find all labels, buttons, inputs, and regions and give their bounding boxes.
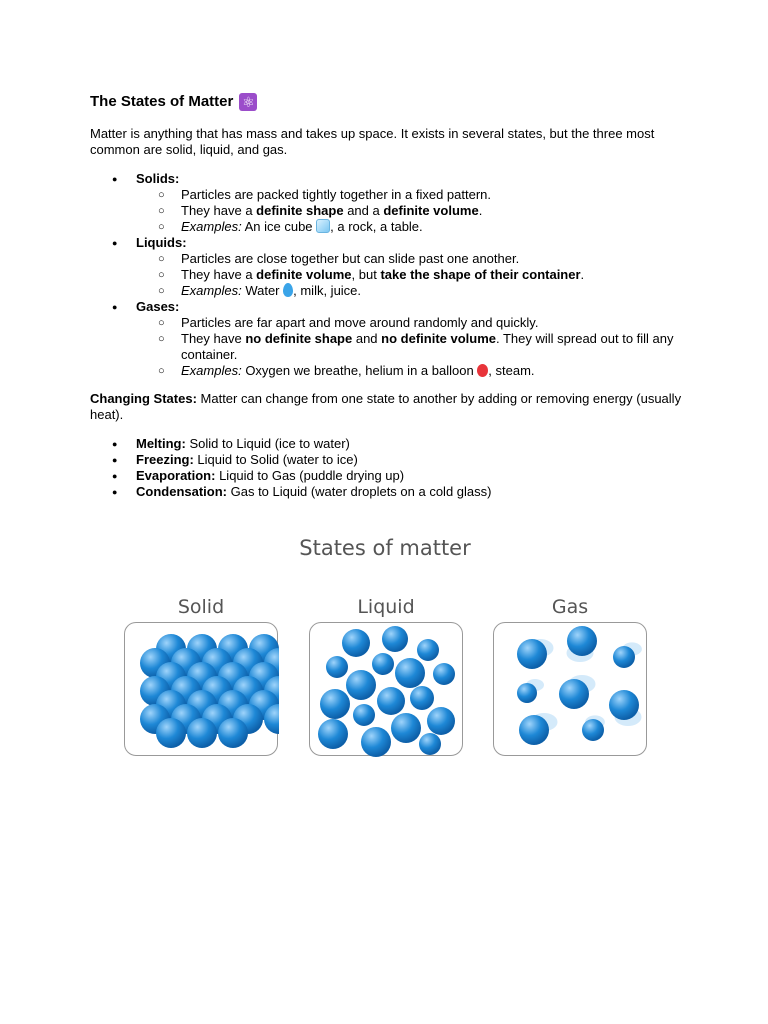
item-text: Particles are close together but can slide past one another.: [181, 251, 520, 266]
atom-icon: ⚛: [239, 93, 257, 111]
item-text: .: [580, 267, 585, 282]
document-body: [90, 92, 690, 512]
list-item: [136, 283, 690, 299]
change-text: Liquid to Gas (puddle drying up): [215, 468, 405, 483]
sub-list: [136, 251, 690, 299]
intro-paragraph: Matter is anything that has mass and takes up space. It exists in several states, but the three most common are solid, liquid, and gas.: [90, 126, 655, 157]
item-text: , steam.: [488, 363, 535, 378]
gas-label: Gas: [551, 596, 589, 618]
list-item: [136, 203, 690, 219]
sub-list: [136, 315, 690, 379]
solid-box: [124, 622, 278, 756]
particle: [346, 670, 376, 700]
state-name: Gases:: [136, 299, 180, 314]
state-name: Solids:: [136, 171, 180, 186]
particle: [613, 646, 635, 668]
change-label: Freezing:: [136, 452, 194, 467]
particle: [517, 639, 547, 669]
solid-label: Solid: [177, 596, 225, 618]
bold-term: take the shape of their container: [380, 267, 581, 282]
particle: [318, 719, 348, 749]
changing-text: Matter can change from one state to another by adding or removing energy (usually heat).: [90, 391, 682, 422]
sub-list: [136, 187, 690, 235]
item-text: and a: [343, 203, 384, 218]
item-text: They have a: [181, 267, 257, 282]
examples-label: Examples:: [181, 283, 242, 298]
gas-particles: [494, 623, 648, 757]
particle: [187, 718, 217, 748]
particle: [433, 663, 455, 685]
list-item: [136, 267, 690, 283]
page-title: [90, 92, 690, 112]
item-text: Particles are far apart and move around randomly and quickly.: [181, 315, 539, 330]
bold-term: definite volume: [256, 267, 352, 282]
bold-term: no definite volume: [381, 331, 496, 346]
item-text: An ice cube: [241, 219, 317, 234]
changing-label: Changing States:: [90, 391, 197, 406]
list-item-liquids: [90, 235, 690, 299]
particle: [427, 707, 455, 735]
liquid-label: Liquid: [357, 596, 415, 618]
particle: [361, 727, 391, 757]
item-text: Particles are packed tightly together in a fixed pattern.: [181, 187, 492, 202]
particle: [156, 718, 186, 748]
gas-box: [493, 622, 647, 756]
bold-term: no definite shape: [245, 331, 353, 346]
particle: [609, 690, 639, 720]
particle: [395, 658, 425, 688]
list-item: [136, 363, 690, 379]
list-item: [136, 219, 690, 235]
droplet-icon: [283, 283, 293, 297]
particle: [519, 715, 549, 745]
balloon-icon: [477, 364, 488, 377]
item-text: Water: [241, 283, 284, 298]
list-item-solids: [90, 171, 690, 235]
particle: [372, 653, 394, 675]
item-text: .: [478, 203, 483, 218]
particle: [353, 704, 375, 726]
change-text: Liquid to Solid (water to ice): [193, 452, 358, 467]
item-text: , a rock, a table.: [330, 219, 423, 234]
particle: [419, 733, 441, 755]
list-item-freezing: [90, 452, 690, 468]
item-text: Oxygen we breathe, helium in a balloon: [241, 363, 478, 378]
changing-states-paragraph: [90, 391, 690, 423]
change-text: Solid to Liquid (ice to water): [185, 436, 350, 451]
examples-label: Examples:: [181, 219, 242, 234]
states-of-matter-figure: [120, 528, 660, 798]
item-text: They have: [181, 331, 246, 346]
liquid-box: [309, 622, 463, 756]
liquid-particles: [310, 623, 464, 757]
list-item-evaporation: [90, 468, 690, 484]
particle: [410, 686, 434, 710]
particle: [326, 656, 348, 678]
item-text: and: [352, 331, 382, 346]
item-text: . They will spread out to fill any container.: [181, 331, 674, 362]
examples-label: Examples:: [181, 363, 242, 378]
item-text: They have a: [181, 203, 257, 218]
list-item: [136, 331, 690, 363]
list-item-gases: [90, 299, 690, 379]
change-label: Condensation:: [136, 484, 227, 499]
solid-particles: [125, 623, 279, 757]
change-label: Melting:: [136, 436, 186, 451]
bold-term: definite volume: [383, 203, 479, 218]
ice-cube-icon: [316, 219, 330, 233]
particle: [582, 719, 604, 741]
particle: [559, 679, 589, 709]
figure-title: States of matter: [299, 536, 471, 560]
particle: [417, 639, 439, 661]
change-label: Evaporation:: [136, 468, 216, 483]
title-text: The States of Matter: [90, 93, 234, 110]
item-text: , but: [351, 267, 381, 282]
particle: [320, 689, 350, 719]
states-list: [90, 171, 690, 379]
list-item-melting: [90, 436, 690, 452]
particle: [382, 626, 408, 652]
change-text: Gas to Liquid (water droplets on a cold glass): [227, 484, 492, 499]
particle: [567, 626, 597, 656]
particle: [391, 713, 421, 743]
changes-list: [90, 436, 690, 500]
particle: [342, 629, 370, 657]
bold-term: definite shape: [256, 203, 344, 218]
particle: [377, 687, 405, 715]
state-name: Liquids:: [136, 235, 187, 250]
list-item: [136, 251, 690, 267]
list-item: [136, 187, 690, 203]
particle: [218, 718, 248, 748]
list-item-condensation: [90, 484, 690, 500]
list-item: [136, 315, 690, 331]
item-text: , milk, juice.: [293, 283, 362, 298]
particle: [517, 683, 537, 703]
